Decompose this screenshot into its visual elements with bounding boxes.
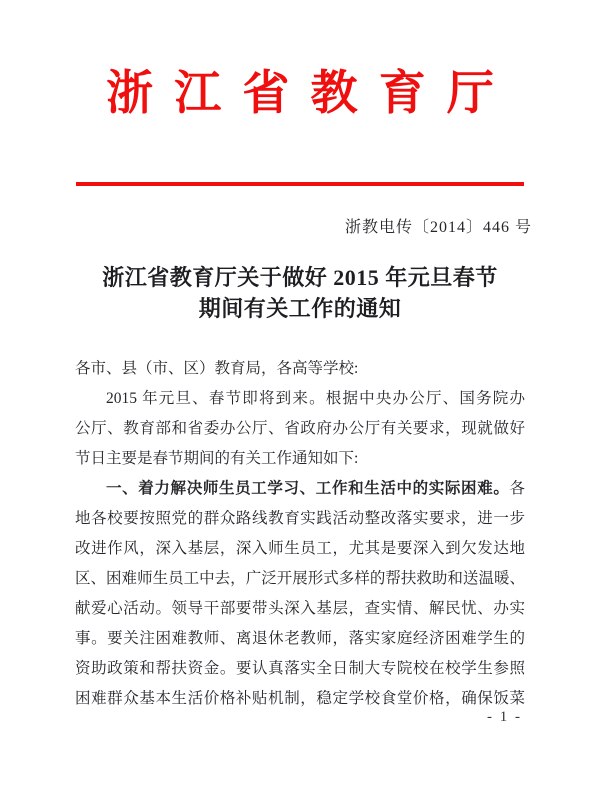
agency-header-title: 浙江省教育厅 (106, 68, 516, 120)
body-line: 改进作风，深入基层，深入师生员工，尤其是要深入到欠发达地 (75, 540, 525, 557)
body-line: 困难群众基本生活价格补贴机制，稳定学校食堂价格，确保饭菜 (75, 690, 525, 707)
body-line: 资助政策和帮扶资金。要认真落实全日制大专院校在校学生参照 (75, 660, 525, 677)
body-line: 节日主要是春节期间的有关工作通知如下: (75, 450, 359, 467)
section-heading-bold: 一、着力解决师生员工学习、工作和生活中的实际困难。 (106, 480, 510, 497)
document-title-line-2: 期间有关工作的通知 (198, 296, 402, 321)
body-line: 献爱心活动。领导干部要带头深入基层，查实情、解民忧、办实 (75, 600, 525, 617)
salutation-line: 各市、县（市、区）教育局，各高等学校: (75, 360, 359, 377)
document-body (75, 354, 525, 714)
body-line: 事。要关注困难教师、离退休老教师，落实家庭经济困难学生的 (75, 630, 525, 647)
body-line (75, 474, 525, 504)
body-line: 地各校要按照党的群众路线教育实践活动整改落实要求，进一步 (75, 510, 525, 527)
section-heading-trailing-text: 各 (509, 480, 525, 497)
document-title-line-1: 浙江省教育厅关于做好 2015 年元旦春节 (102, 265, 498, 290)
red-divider-line (76, 182, 524, 186)
body-line: 2015 年元旦、春节即将到来。根据中央办公厅、国务院办 (106, 390, 525, 407)
document-number: 浙教电传〔2014〕446 号 (344, 219, 532, 236)
body-line: 区、困难师生员工中去，广泛开展形式多样的帮扶救助和送温暖、 (75, 570, 525, 587)
document-title (0, 262, 600, 324)
body-line: 公厅、教育部和省委办公厅、省政府办公厅有关要求，现就做好 (75, 420, 525, 437)
page-number: - 1 - (487, 709, 522, 725)
